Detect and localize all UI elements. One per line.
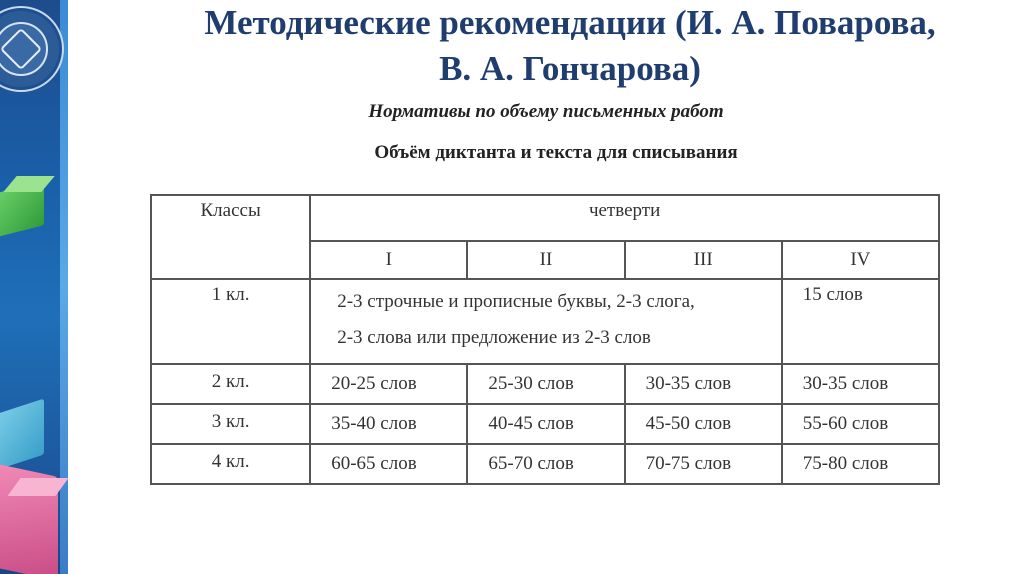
merged-cell-line1: 2-3 строчные и прописные буквы, 2-3 слога, [337, 291, 695, 312]
norms-table [150, 194, 940, 485]
table-row [151, 444, 939, 484]
table-header-row [151, 195, 939, 241]
table-cell: 30-35 слов [625, 364, 782, 404]
quarter-header-2: II [467, 241, 624, 279]
norms-heading: Нормативы по объему письменных работ [368, 101, 724, 122]
table-cell: 70-75 слов [625, 444, 782, 484]
table-row [151, 404, 939, 444]
table-row [151, 364, 939, 404]
grade-cell: 3 кл. [151, 404, 310, 444]
slide-title [150, 0, 990, 92]
quarter-header-1: I [310, 241, 467, 279]
grade-cell: 1 кл. [151, 279, 310, 364]
table-cell: 30-35 слов [782, 364, 939, 404]
grade-cell: 2 кл. [151, 364, 310, 404]
slide-title-line1: Методические рекомендации (И. А. Поварова, [204, 3, 936, 42]
table-cell: 60-65 слов [310, 444, 467, 484]
quarters-header: четверти [310, 195, 939, 241]
merged-cell-line2: 2-3 слова или предложение из 2-3 слов [337, 327, 651, 348]
table-cell: 75-80 слов [782, 444, 939, 484]
table-cell: 35-40 слов [310, 404, 467, 444]
grades-header: Классы [151, 195, 310, 279]
table-cell: 20-25 слов [310, 364, 467, 404]
green-cube-top-decoration [3, 176, 54, 192]
volume-heading: Объём диктанта и текста для списывания [374, 142, 738, 163]
table-row [151, 279, 939, 364]
table-cell: 25-30 слов [467, 364, 624, 404]
table-cell: 55-60 слов [782, 404, 939, 444]
merged-cell [310, 279, 782, 364]
decorative-sidebar [0, 0, 68, 574]
quarter-header-4: IV [782, 241, 939, 279]
grade-cell: 4 кл. [151, 444, 310, 484]
quarter-header-3: III [625, 241, 782, 279]
table-cell: 40-45 слов [467, 404, 624, 444]
table-cell: 65-70 слов [467, 444, 624, 484]
table-cell: 45-50 слов [625, 404, 782, 444]
university-logo [0, 6, 64, 92]
cyan-cube-decoration [0, 399, 44, 474]
slide-title-line2: В. А. Гончарова) [439, 49, 701, 88]
table-cell: 15 слов [782, 279, 939, 364]
